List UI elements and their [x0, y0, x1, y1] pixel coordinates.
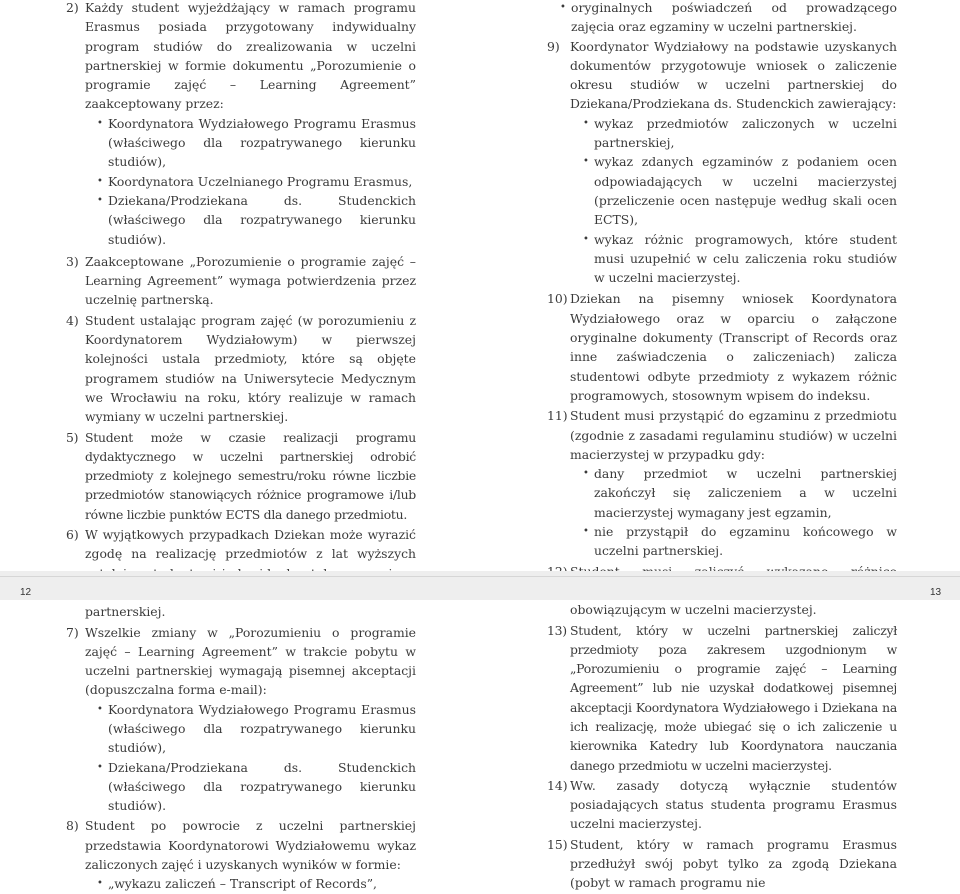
bullet-item: • „wykazu zaliczeń – Transcript of Records”, [85, 874, 416, 893]
item-text: obowiązującym w uczelni macierzystej. [570, 602, 817, 618]
item-3 [66, 252, 416, 310]
item-number: 2) [66, 0, 79, 15]
item-text: Zaakceptowane „Porozumienie o programie zajęć – Learning Agreement” wymaga potwierdzenia przez uczelnię partnerską. [85, 253, 416, 308]
bullet-item: • Koordynatora Wydziałowego Programu Erasmus (właściwego dla rozpatrywanego kierunku studiów), [85, 114, 416, 172]
item-text: Ww. zasady dotyczą wyłącznie studentów posiadających status studenta programu Erasmus uczelni macierzystej. [570, 777, 897, 832]
item-text: Student, który w ramach programu Erasmus przedłużył swój pobyt tylko za zgodą Dziekana (pobyt w ramach programu nie [570, 836, 897, 891]
item-number: 11) [547, 408, 568, 424]
item-number: 5) [66, 429, 79, 445]
item-number: 13) [547, 622, 567, 638]
item-number: 7) [66, 624, 79, 640]
bullet-item: • Dziekana/Prodziekana ds. Studenckich (właściwego dla rozpatrywanego kierunku studiów). [85, 758, 416, 816]
item-15 [547, 835, 897, 893]
item-text: Koordynator Wydziałowy na podstawie uzyskanych dokumentów przygotowuje wniosek o zaliczenie okresu studiów w uczelni partnerskiej do Dziekana/Prodziekana ds. Studenckich zawierający: [570, 38, 897, 112]
item-7 [66, 623, 416, 816]
bullet-item: • dany przedmiot w uczelni partnerskiej zakończył się zaliczeniem a w uczelni macierzystej wymagany jest egzamin, [570, 464, 897, 522]
item-number: 4) [66, 312, 79, 328]
bullet-list [85, 114, 416, 249]
right-column [547, 0, 897, 893]
bullet-item: • Koordynatora Wydziałowego Programu Erasmus (właściwego dla rozpatrywanego kierunku studiów), [85, 700, 416, 758]
item-5 [66, 428, 416, 524]
item-10 [547, 289, 897, 405]
item-number: 8) [66, 818, 79, 834]
item-number: 10) [547, 291, 568, 307]
bullet-item: • wykaz przedmiotów zaliczonych w uczelni partnerskiej, [570, 114, 897, 153]
bullet-item: • wykaz różnic programowych, które student musi uzupełnić w celu zaliczenia roku studiów w uczelni macierzystej. [570, 230, 897, 288]
item-number: 15) [547, 836, 568, 852]
item-text: W wyjątkowych przypadkach Dziekan może wyrazić zgodę na realizację przedmiotów z lat wyższych partnerskiej. [85, 527, 416, 620]
item-2 [66, 0, 416, 249]
item-9 [547, 37, 897, 288]
page-number-right: 13 [930, 587, 942, 598]
bullet-item: • oryginalnych poświadczeń od prowadzącego zajęcia oraz egzaminy w uczelni partnerskiej. [547, 0, 897, 37]
item-8 [66, 816, 416, 893]
lead-bullet-list [547, 0, 897, 37]
item-11 [547, 406, 897, 560]
bullet-item: • wykaz zdanych egzaminów z podaniem ocen odpowiadających w uczelni macierzystej (przeliczenie ocen następuje według skali ocen ECTS), [570, 152, 897, 229]
item-text: Dziekan na pisemny wniosek Koordynatora Wydziałowego oraz w oparciu o załączone oryginalne dokumenty (Transcript of Records oraz inne zaświadczenia o zaliczeniach) zalicza studentowi odbyte przedmioty z wykazem różnic programowych, stosownym wpisem do indeksu. [570, 291, 897, 403]
item-number: 14) [547, 777, 568, 793]
item-text: Student, który w uczelni partnerskiej zaliczył przedmioty poza zakresem uzgodnionym w „Porozumieniu o programie zajęć – Learning Agreement” lub nie uzyskał dodatkowej pisemnej akceptacji Koordynatora Wydziałowego i Dziekana na ich realizację, może ubiegać się o ich zaliczenie u kierownika Katedry lub Koordynatora nauczania danego przedmiotu w uczelni macierzystej. [570, 622, 897, 773]
item-text: Student musi przystąpić do egzaminu z przedmiotu (zgodnie z zasadami regulaminu studiów) w uczelni macierzystej w przypadku gdy: [570, 408, 897, 462]
item-4 [66, 311, 416, 427]
footer-rule [0, 576, 960, 577]
item-number: 9) [547, 38, 560, 54]
bullet-list [570, 114, 897, 288]
item-number: 6) [66, 527, 79, 543]
item-text: Student może w czasie realizacji programu dydaktycznego w uczelni partnerskiej odrobić przedmioty z kolejnego semestru/roku równe liczbie przedmiotów stanowiących różnice programowe i/lub równe liczbie punktów ECTS dla danego przedmiotu. [85, 429, 416, 522]
page-number-left: 12 [20, 587, 32, 598]
item-text: Wszelkie zmiany w „Porozumieniu o programie zajęć – Learning Agreement” w trakcie pobytu w uczelni partnerskiej wymagają pisemnej akceptacji (dopuszczalna forma e-mail): [85, 624, 416, 698]
bullet-item: • Dziekana/Prodziekana ds. Studenckich (właściwego dla rozpatrywanego kierunku studiów). [85, 191, 416, 249]
item-14 [547, 776, 897, 834]
item-text: Każdy student wyjeżdżający w ramach programu Erasmus posiada przygotowany indywidualny program studiów do zrealizowania w uczelni partnerskiej w formie dokumentu „Porozumienie o programie zajęć – Learning Agreement” zaakceptowany przez: [85, 0, 416, 112]
bullet-list [85, 874, 416, 893]
item-text: Student ustalając program zajęć (w porozumieniu z Koordynatorem Wydziałowym) w pierwszej kolejności ustala przedmioty, które są objęte programem studiów na Uniwersytecie Medycznym we Wrocławiu na roku, który realizuje w ramach wymiany w uczelni partnerskiej. [85, 312, 416, 425]
item-13 [547, 621, 897, 775]
bullet-item: • Koordynatora Uczelnianego Programu Erasmus, [85, 172, 416, 191]
left-column [66, 0, 416, 894]
bullet-list [85, 700, 416, 816]
bullet-item: • nie przystąpił do egzaminu końcowego w uczelni partnerskiej. [570, 522, 897, 561]
item-number: 3) [66, 253, 79, 269]
item-text: Student po powrocie z uczelni partnerskiej przedstawia Koordynatorowi Wydziałowemu wykaz zaliczonych zajęć i uzyskanych wyników w formie: [85, 818, 416, 873]
bullet-list [570, 464, 897, 560]
